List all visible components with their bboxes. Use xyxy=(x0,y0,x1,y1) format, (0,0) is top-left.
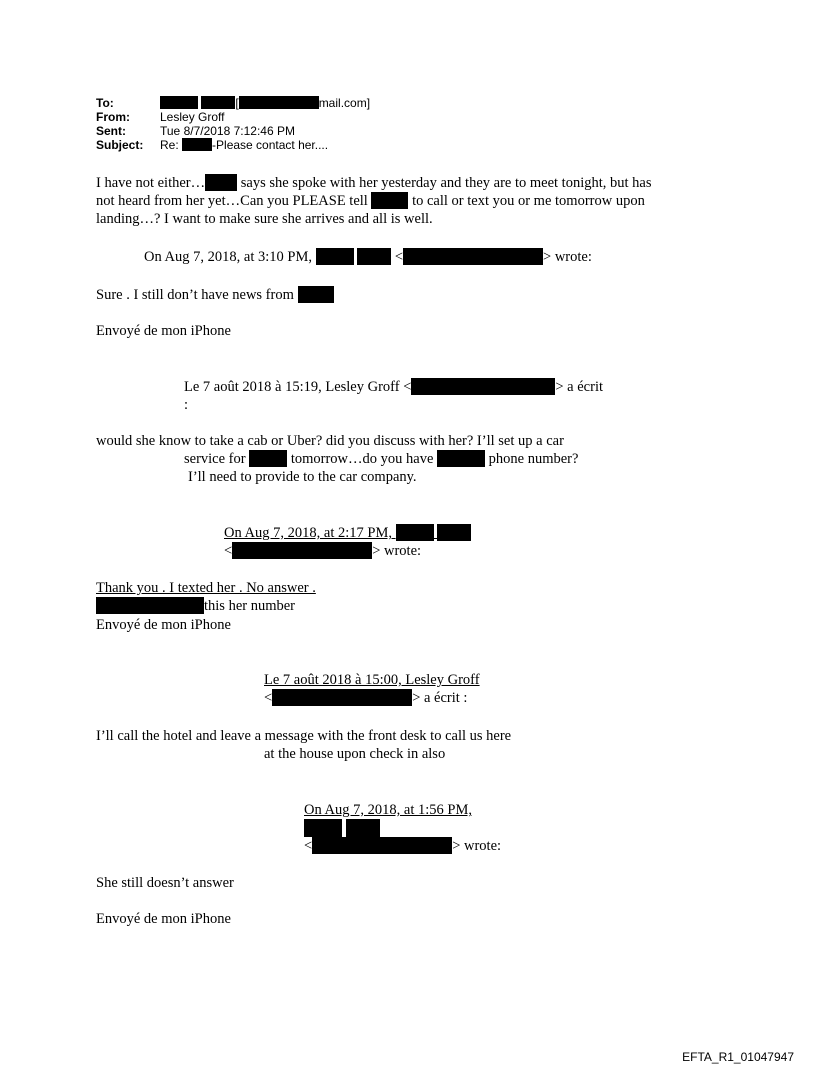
quote-header-cont xyxy=(224,542,421,560)
redaction xyxy=(411,378,555,395)
redaction xyxy=(298,286,334,303)
text: says she spoke with her yesterday and they are to meet tonight, but has xyxy=(237,175,652,191)
redaction xyxy=(357,248,391,265)
body-line: landing…? I want to make sure she arrives and all is well. xyxy=(96,211,433,227)
quote-header xyxy=(184,378,603,396)
from-value: Lesley Groff xyxy=(160,110,225,124)
redaction xyxy=(316,248,354,265)
to-bracket: [ xyxy=(235,96,239,110)
text: Le 7 août 2018 à 15:19, Lesley Groff < xyxy=(184,379,412,395)
subject-value xyxy=(160,138,328,152)
to-suffix: mail.com] xyxy=(318,96,371,110)
redaction xyxy=(272,689,412,706)
text: On Aug 7, 2018, at 2:17 PM, xyxy=(224,525,396,541)
text: phone number? xyxy=(485,451,579,467)
email-header xyxy=(96,96,496,156)
quote-header-cont xyxy=(304,837,501,855)
redaction xyxy=(403,248,543,265)
redaction xyxy=(304,819,342,837)
text: < xyxy=(391,249,404,265)
redaction xyxy=(160,96,198,109)
message-line xyxy=(184,450,578,468)
signature: Envoyé de mon iPhone xyxy=(96,617,231,633)
message-line: at the house upon check in also xyxy=(264,746,446,762)
text: to call or text you or me tomorrow upon xyxy=(408,193,645,209)
signature: Envoyé de mon iPhone xyxy=(96,911,231,927)
subject-suffix: -Please contact her.... xyxy=(212,138,329,152)
quote-header: On Aug 7, 2018, at 1:56 PM, xyxy=(304,802,472,818)
text: > wrote: xyxy=(372,543,422,559)
text: > a écrit xyxy=(555,379,603,395)
sent-value: Tue 8/7/2018 7:12:46 PM xyxy=(160,124,295,138)
message-line: I’ll need to provide to the car company. xyxy=(188,469,417,485)
redaction xyxy=(312,837,452,854)
redaction xyxy=(346,819,380,837)
redaction xyxy=(249,450,287,467)
message-line: I’ll call the hotel and leave a message with the front desk to call us here xyxy=(96,728,512,744)
bates-number: EFTA_R1_01047947 xyxy=(682,1050,794,1064)
text: On Aug 7, 2018, at 3:10 PM, xyxy=(144,249,316,265)
text: service for xyxy=(184,451,250,467)
redaction xyxy=(182,138,212,151)
redaction xyxy=(239,96,319,109)
quote-header: Le 7 août 2018 à 15:00, Lesley Groff xyxy=(264,672,480,688)
redaction xyxy=(201,96,235,109)
text: tomorrow…do you have xyxy=(287,451,438,467)
from-label: From: xyxy=(96,110,130,124)
to-value xyxy=(160,96,370,110)
redaction xyxy=(437,524,471,541)
sent-label: Sent: xyxy=(96,124,126,138)
quote-header xyxy=(144,248,592,266)
body-line xyxy=(96,174,651,192)
redaction xyxy=(96,597,204,614)
redaction xyxy=(437,450,485,467)
redaction xyxy=(232,542,372,559)
redaction xyxy=(205,174,237,191)
message-line: She still doesn’t answer xyxy=(96,875,234,891)
subject-label: Subject: xyxy=(96,138,144,152)
signature: Envoyé de mon iPhone xyxy=(96,323,231,339)
body-line xyxy=(96,192,645,210)
text: < xyxy=(304,838,313,854)
text: I have not either… xyxy=(96,175,206,191)
text: > wrote: xyxy=(452,838,502,854)
subject-prefix: Re: xyxy=(160,138,179,152)
message-line xyxy=(96,597,295,615)
text: < xyxy=(264,690,273,706)
text: > a écrit : xyxy=(412,690,468,706)
text: < xyxy=(224,543,233,559)
quote-header xyxy=(224,524,471,542)
text: not heard from her yet…Can you PLEASE tell xyxy=(96,193,372,209)
message-line: Thank you . I texted her . No answer . xyxy=(96,580,316,596)
redaction xyxy=(371,192,408,209)
text: this her number xyxy=(204,598,296,614)
quote-header-cont: : xyxy=(184,397,189,413)
quote-header-cont xyxy=(264,689,467,707)
to-label: To: xyxy=(96,96,114,110)
redaction xyxy=(396,524,434,541)
message-line xyxy=(96,286,334,304)
text: Sure . I still don’t have news from xyxy=(96,287,298,303)
text: > wrote: xyxy=(543,249,592,265)
message-line: would she know to take a cab or Uber? did you discuss with her? I’ll set up a car xyxy=(96,433,564,449)
